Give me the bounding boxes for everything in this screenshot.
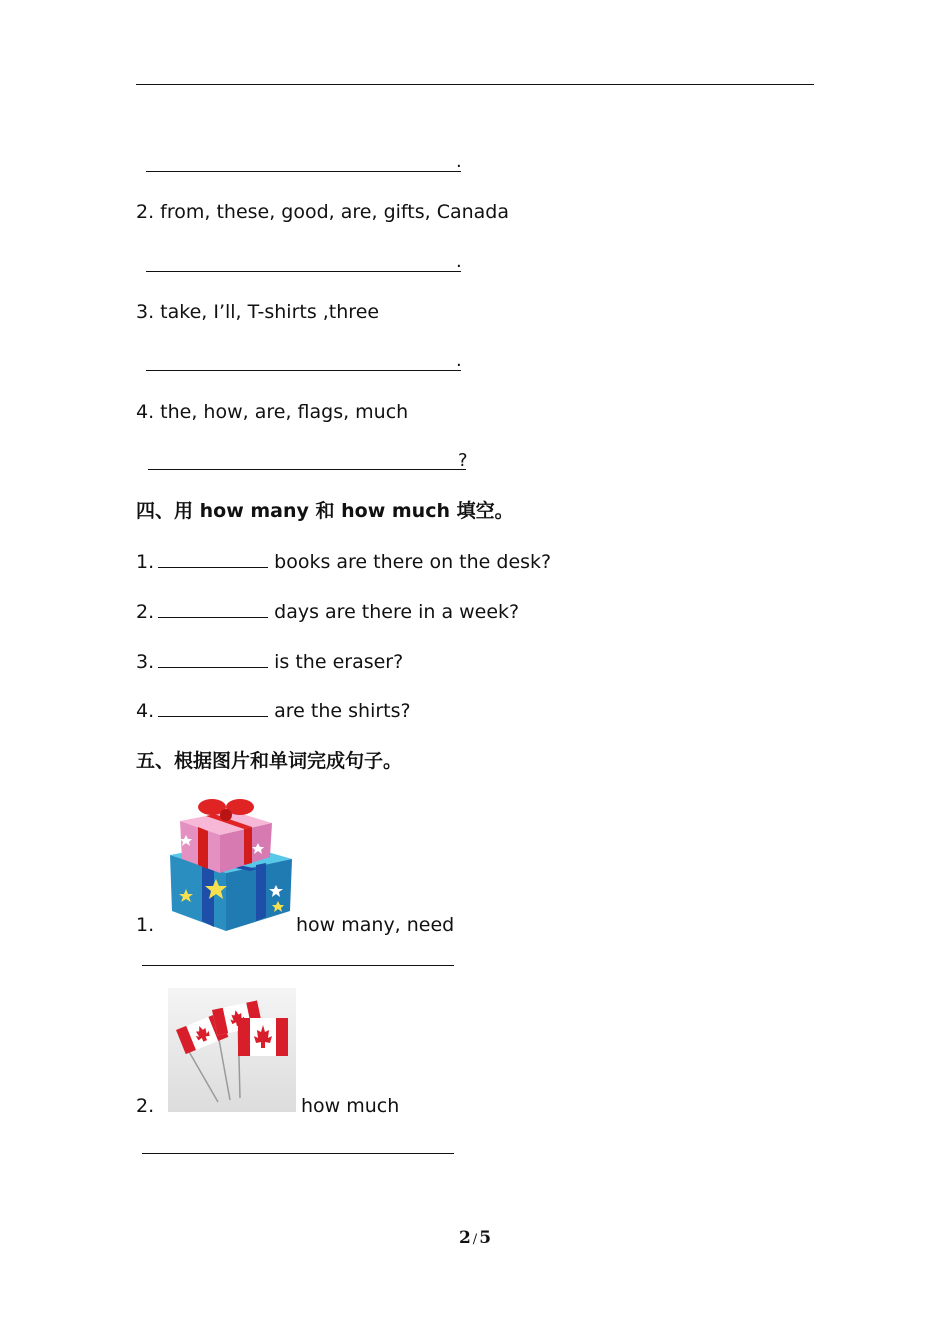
canada-flags-icon — [168, 988, 296, 1112]
fill-blank[interactable] — [158, 549, 268, 568]
fill-item-number: 2. — [136, 601, 155, 623]
fill-blank[interactable] — [158, 599, 268, 618]
answer-line-3 — [146, 370, 461, 371]
fill-item-3 — [136, 649, 403, 674]
fill-item-number: 1. — [136, 551, 155, 573]
answer-end-4: ? — [458, 450, 468, 471]
fill-item-2 — [136, 599, 519, 624]
answer-line-2 — [146, 271, 461, 272]
answer-end-1: . — [456, 151, 462, 172]
current-page: 2 — [458, 1228, 471, 1248]
picture-item-2-words: how much — [301, 1095, 400, 1117]
rearrange-item-3: 3. take, I’ll, T-shirts ,three — [136, 301, 380, 323]
fill-blank[interactable] — [158, 649, 268, 668]
gift-boxes-icon — [166, 793, 296, 933]
picture-answer-line-1 — [142, 965, 454, 966]
section4-heading: 四、用 how many 和 how much 填空。 — [136, 500, 514, 522]
header-rule — [136, 84, 814, 85]
fill-item-number: 4. — [136, 700, 155, 722]
picture-item-1-number: 1. — [136, 914, 155, 936]
fill-item-text: books are there on the desk? — [274, 551, 552, 573]
canada-flags-image — [168, 988, 296, 1112]
total-pages: 5 — [479, 1228, 492, 1248]
fill-item-1 — [136, 549, 551, 574]
answer-line-1 — [146, 171, 461, 172]
answer-end-3: . — [456, 350, 462, 371]
page-number — [0, 1228, 950, 1248]
rearrange-item-2: 2. from, these, good, are, gifts, Canada — [136, 201, 509, 223]
rearrange-item-4: 4. the, how, are, flags, much — [136, 401, 409, 423]
fill-blank[interactable] — [158, 698, 268, 717]
answer-line-4 — [148, 469, 466, 470]
fill-item-text: is the eraser? — [274, 651, 404, 673]
answer-end-2: . — [456, 251, 462, 272]
picture-item-1-words: how many, need — [296, 914, 455, 936]
fill-item-4 — [136, 698, 411, 723]
page-separator: / — [472, 1232, 478, 1247]
picture-answer-line-2 — [142, 1153, 454, 1154]
fill-item-number: 3. — [136, 651, 155, 673]
gift-boxes-image — [166, 793, 296, 933]
picture-item-2-number: 2. — [136, 1095, 155, 1117]
fill-item-text: days are there in a week? — [274, 601, 520, 623]
section5-heading: 五、根据图片和单词完成句子。 — [136, 750, 403, 772]
fill-item-text: are the shirts? — [274, 700, 411, 722]
